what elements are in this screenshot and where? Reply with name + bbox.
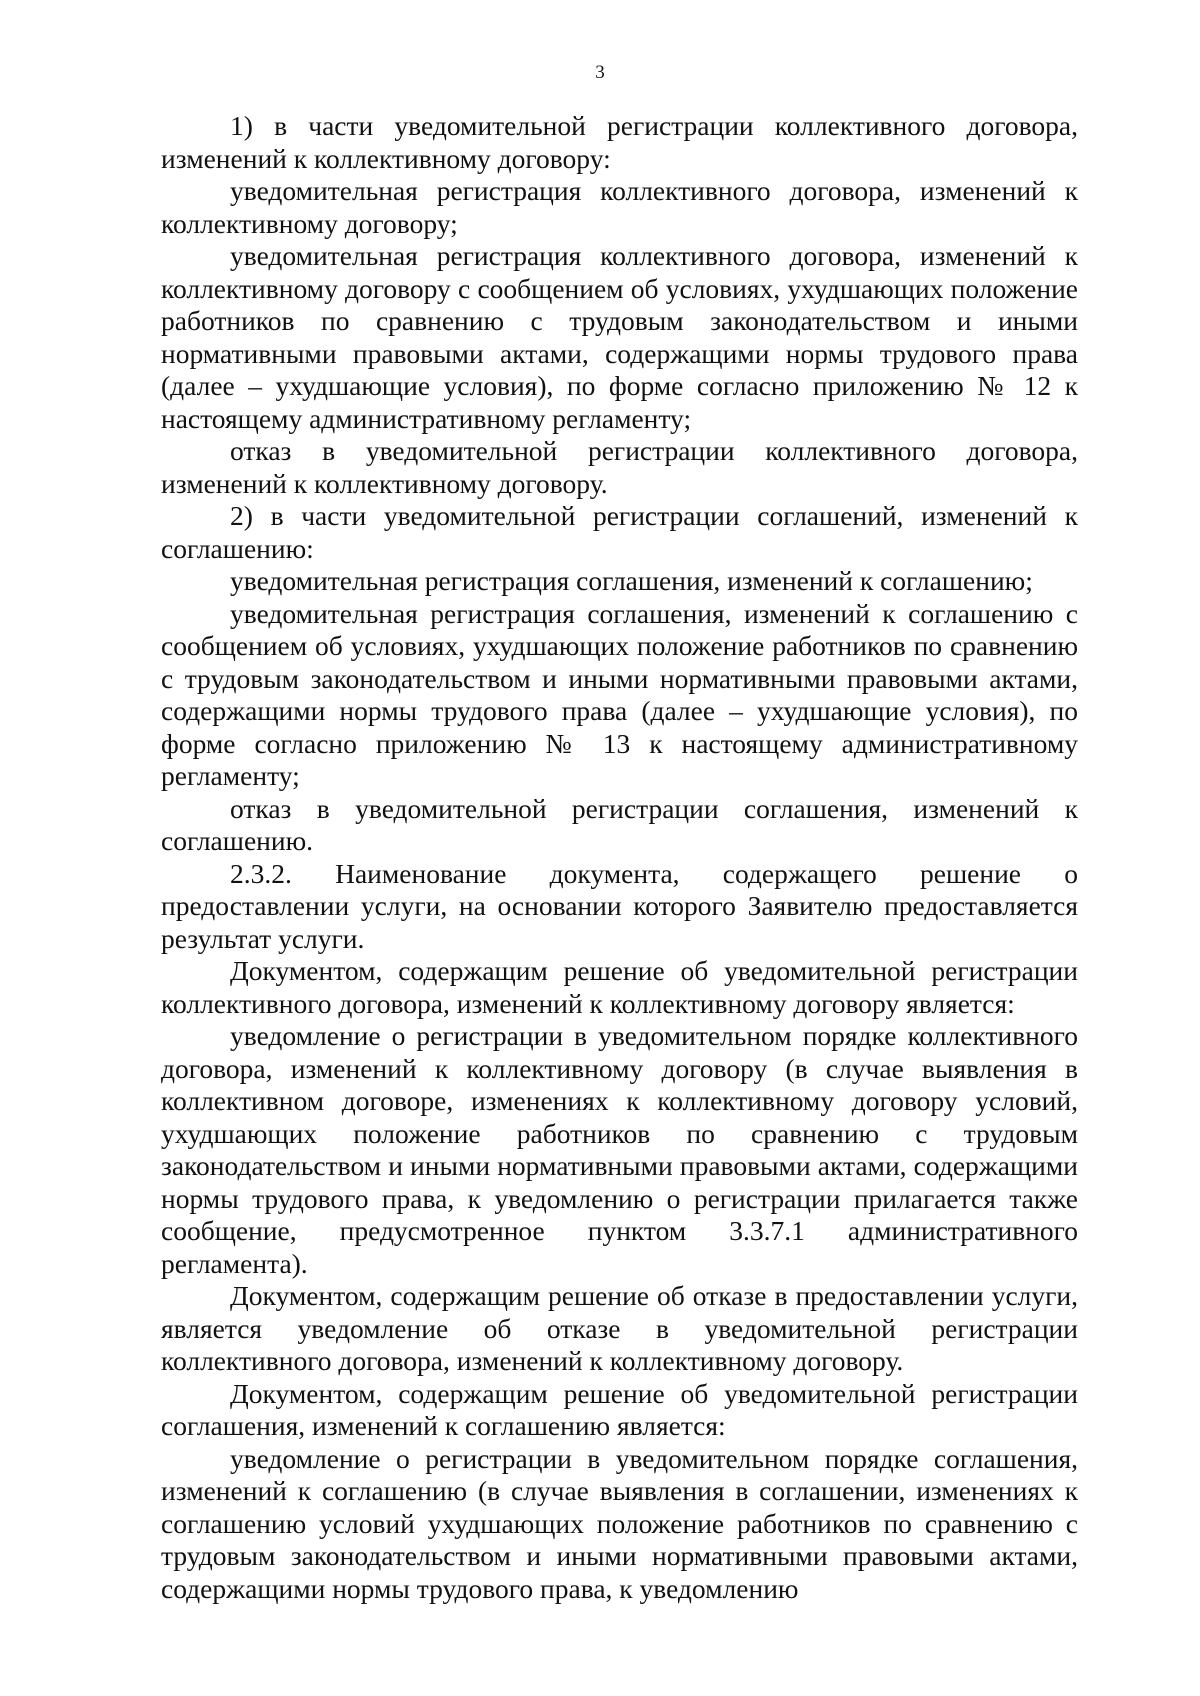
paragraph: отказ в уведомительной регистрации коллективного договора, изменений к коллективному договору. [161, 435, 1078, 499]
paragraph: уведомительная регистрация коллективного договора, изменений к коллективному договору с сообщением об условиях, ухудшающих положение работников по сравнению с трудовым законодательством и иными нормативными правовыми актами, содержащими нормы трудового права (далее – ухудшающие условия), по форме согласно приложению № 12 к настоящему административному регламенту; [161, 240, 1078, 434]
page-number: 3 [595, 62, 605, 83]
paragraph: Документом, содержащим решение об отказе в предоставлении услуги, является уведомление об отказе в уведомительной регистрации коллективного договора, изменений к коллективному договору. [161, 1280, 1078, 1376]
section-heading-paragraph: 2.3.2. Наименование документа, содержащего решение о предоставлении услуги, на основании которого Заявителю предоставляется результат услуги. [161, 857, 1078, 954]
paragraph: отказ в уведомительной регистрации соглашения, изменений к соглашению. [161, 792, 1078, 856]
paragraph: 2) в части уведомительной регистрации соглашений, изменений к соглашению: [161, 500, 1078, 564]
paragraph: уведомительная регистрация соглашения, изменений к соглашению с сообщением об условиях, ухудшающих положение работников по сравнению с трудовым законодательством и иными нормативными правовыми актами, содержащими нормы трудового права (далее – ухудшающие условия), по форме согласно приложению № 13 к настоящему административному регламенту; [161, 597, 1078, 791]
paragraph: Документом, содержащим решение об уведомительной регистрации коллективного договора, изменений к коллективному договору является: [161, 955, 1078, 1019]
paragraph: Документом, содержащим решение об уведомительной регистрации соглашения, изменений к соглашению является: [161, 1377, 1078, 1441]
paragraph: 1) в части уведомительной регистрации коллективного договора, изменений к коллективному договору: [161, 110, 1078, 174]
paragraph: уведомительная регистрация коллективного договора, изменений к коллективному договору; [161, 175, 1078, 239]
paragraph: уведомление о регистрации в уведомительном порядке соглашения, изменений к соглашению (в случае выявления в соглашении, изменениях к соглашению условий ухудшающих положение работников по сравнению с трудовым законодательством и иными нормативными правовыми актами, содержащими нормы трудового права, к уведомлению [161, 1442, 1078, 1604]
paragraph: уведомление о регистрации в уведомительном порядке коллективного договора, изменений к коллективному договору (в случае выявления в коллективном договоре, изменениях к коллективному договору условий, ухудшающих положение работников по сравнению с трудовым законодательством и иными нормативными правовыми актами, содержащими нормы трудового права, к уведомлению о регистрации прилагается также сообщение, предусмотренное пунктом 3.3.7.1 административного регламента). [161, 1020, 1078, 1279]
paragraph: уведомительная регистрация соглашения, изменений к соглашению; [230, 565, 1033, 596]
document-body [161, 110, 1078, 1605]
